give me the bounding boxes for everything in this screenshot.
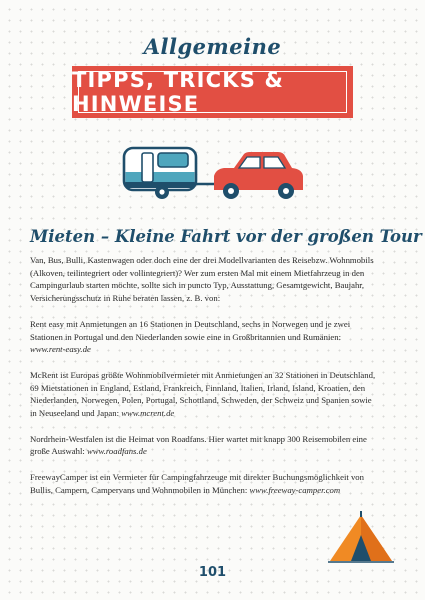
page-title: TIPPS, TRICKS & HINWEISE: [72, 68, 285, 116]
freeway-camper-paragraph: [30, 471, 378, 496]
caravan-icon: [124, 148, 214, 199]
rent-easy-link[interactable]: www.rent-easy.de: [30, 344, 91, 355]
intro-paragraph: [30, 254, 378, 305]
vehicle-illustration: [118, 140, 308, 210]
roadfans-paragraph: [30, 433, 378, 458]
section-heading: Mieten – Kleine Fahrt vor der großen Tour: [30, 227, 422, 246]
tent-illustration: [328, 511, 394, 565]
header-kicker: Allgemeine: [143, 34, 282, 59]
paragraph-text: McRent ist Europas größte Wohnmobilvermieter mit Anmietungen an 32 Stationen in Deutschland, 69 Mietstationen in England, Estland, Frankreich, Finnland, Italien, Irland, Island, Kroatien, den Niederlanden, Norwegen, Polen, Portugal, Schottland, Schweden, der Schweiz und Spanien sowie in Neuseeland und Japan:: [30, 369, 376, 419]
paragraph-text: Rent easy mit Anmietungen an 16 Stationen in Deutschland, sechs in Norwegen und je zwei Stationen in Portugal und den Niederlanden sowie eine in Großbritannien und Rumänien:: [30, 318, 351, 342]
page-number: 101: [198, 565, 227, 580]
rent-easy-paragraph: [30, 318, 378, 356]
roadfans-link[interactable]: www.roadfans.de: [86, 446, 147, 457]
car-icon: [214, 152, 303, 199]
body-text: [30, 254, 378, 510]
caravan-and-car-illustration: [118, 140, 308, 210]
freeway-camper-link[interactable]: www.freeway-camper.com: [249, 484, 341, 495]
paragraph-text: Van, Bus, Bulli, Kastenwagen oder doch eine der drei Modellvarianten des Reisebzw. Wohnmobils (Alkoven, teilintegriert oder vollintegriert)? Wer zum ersten Mal mit einem Mietfahrzeug in den Campingurlaub starten möchte, sollte sich in puncto Typ, Ausstattung, Gesamtgewicht, Baujahr, Versicherungsschutz in Ruhe beraten lassen, z. B. von:: [30, 255, 374, 304]
mcrent-link[interactable]: www.mcrent.de: [121, 408, 175, 419]
paragraph-text: Nordrhein-Westfalen ist die Heimat von Roadfans. Hier wartet mit knapp 300 Reisemobilen eine große Auswahl:: [30, 433, 367, 457]
mcrent-paragraph: [30, 369, 378, 420]
title-banner: [72, 66, 353, 118]
paragraph-text: FreewayCamper ist ein Vermieter für Campingfahrzeuge mit direkter Buchungsmöglichkeit von Bullis, Campern, Campervans und Wohnmobilen in München:: [30, 472, 364, 495]
tent-icon: [328, 511, 394, 565]
